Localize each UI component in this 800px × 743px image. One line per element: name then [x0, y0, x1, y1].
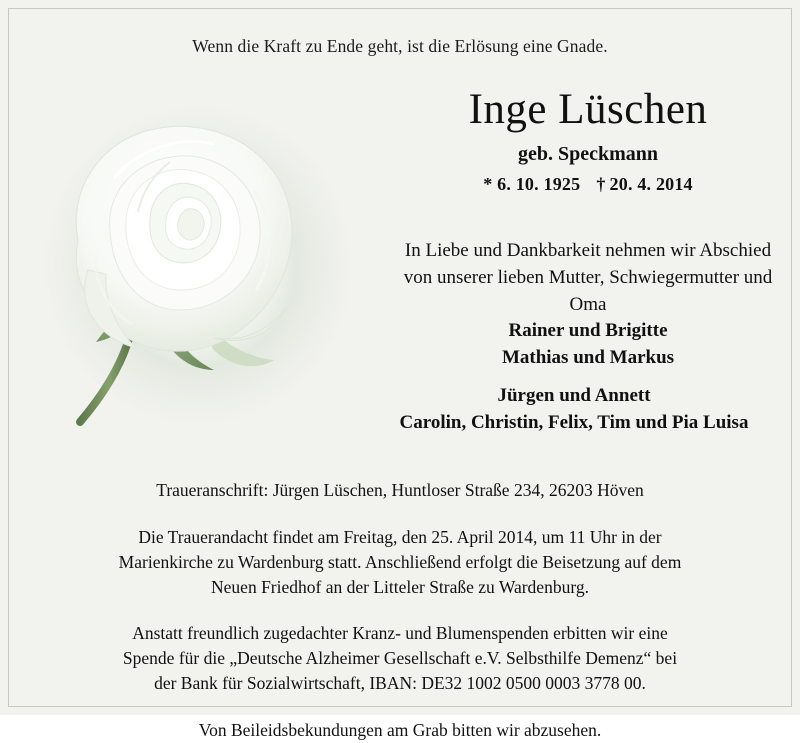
deceased-name: Inge Lüschen: [468, 86, 708, 133]
birth-date: * 6. 10. 1925: [483, 174, 581, 195]
motto-text: Wenn die Kraft zu Ende geht, ist die Erlösung eine Gnade.: [192, 36, 608, 56]
family-line: Mathias und Markus: [501, 346, 675, 368]
white-rose-photo: [18, 70, 388, 470]
family-group-two: [362, 383, 786, 437]
family-line: Rainer und Brigitte: [508, 320, 668, 341]
service-notice: Die Trauerandacht findet am Freitag, den 25. April 2014, um 11 Uhr in der Marienkirche zu Wardenburg statt. Anschließend erfolgt die Beisetzung auf dem Neuen Friedhof an der Litteler Straße zu Wardenburg.: [118, 526, 682, 597]
cross-icon: †: [596, 174, 606, 195]
maiden-name: geb. Speckmann: [517, 143, 659, 166]
life-dates: [390, 174, 786, 195]
family-line: Carolin, Christin, Felix, Tim und Pia Luisa: [399, 411, 749, 433]
family-group-one: [390, 318, 786, 372]
dedication-text: In Liebe und Dankbarkeit nehmen wir Abschied von unserer lieben Mutter, Schwiegermutter und Oma: [403, 240, 773, 315]
mourning-address: Traueranschrift: Jürgen Lüschen, Huntloser Straße 234, 26203 Höven: [156, 480, 644, 500]
rose-illustration-icon: [18, 70, 388, 470]
notice-details: [0, 478, 800, 743]
death-date: 20. 4. 2014: [609, 174, 693, 195]
donation-notice: Anstatt freundlich zugedachter Kranz- und Blumenspenden erbitten wir eine Spende für die „Deutsche Alzheimer Gesellschaft e.V. Selbsthilfe Demenz“ bei der Bank für Sozialwirtschaft, IBAN: DE32 1002 0500 0003 3778 00.: [122, 623, 678, 694]
family-line: Jürgen und Annett: [497, 385, 651, 406]
condolence-notice: Von Beileidsbekundungen am Grab bitten wir abzusehen.: [198, 719, 602, 740]
deceased-block: [390, 86, 786, 195]
